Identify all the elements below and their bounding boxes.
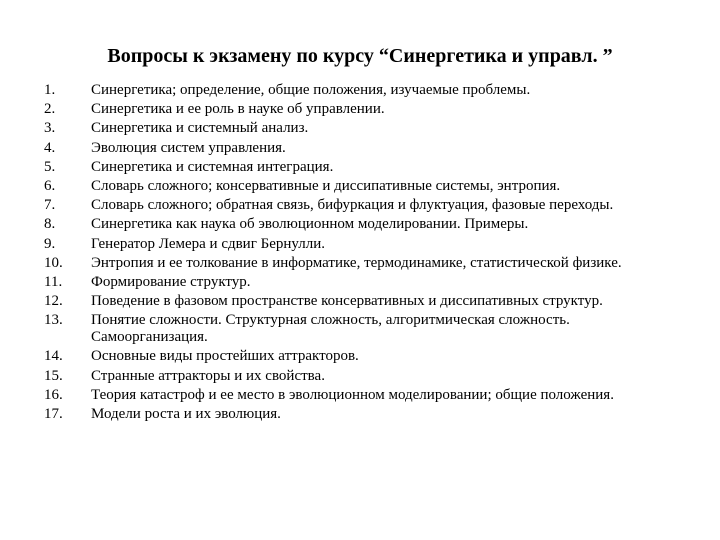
item-number: 4. [44, 139, 56, 156]
item-text: Синергетика; определение, общие положения, изучаемые проблемы. [91, 82, 531, 98]
item-text: Синергетика и ее роль в науке об управлении. [91, 101, 385, 118]
item-text: Генератор Лемера и сдвиг Бернулли. [91, 235, 326, 252]
item-text: Поведение в фазовом пространстве консервативных и диссипативных структур. [91, 293, 603, 310]
item-text: Теория катастроф и ее место в эволюционном моделировании; общие положения. [91, 386, 614, 403]
list-item [44, 159, 684, 176]
item-number: 10. [44, 254, 63, 271]
list-item [44, 387, 684, 404]
item-number: 11. [44, 273, 63, 290]
item-text: Синергетика и системный анализ. [91, 120, 309, 137]
list-item [44, 82, 684, 99]
list-item [44, 274, 684, 291]
page-title: Вопросы к экзамену по курсу “Синергетика и управл. ” [107, 45, 613, 67]
item-number: 8. [44, 216, 56, 233]
list-item [44, 406, 684, 423]
item-text: Энтропия и ее толкование в информатике, термодинамике, статистической физике. [91, 254, 622, 271]
item-number: 12. [44, 293, 63, 310]
list-item [44, 348, 684, 365]
item-text: Странные аттракторы и их свойства. [91, 367, 325, 384]
list-item [44, 101, 684, 118]
item-number: 3. [44, 120, 56, 137]
item-number: 16. [44, 386, 63, 403]
list-item [44, 197, 684, 214]
item-number: 17. [44, 406, 63, 422]
list-item [44, 236, 684, 253]
item-text: Синергетика как наука об эволюционном моделировании. Примеры. [91, 216, 529, 233]
item-text: Словарь сложного; обратная связь, бифуркация и флуктуация, фазовые переходы. [91, 197, 614, 214]
item-text: Синергетика и системная интеграция. [91, 158, 334, 175]
list-item [44, 120, 684, 137]
item-text: Формирование структур. [91, 273, 251, 290]
item-number: 9. [44, 235, 56, 252]
question-list [44, 82, 684, 425]
list-item [44, 255, 684, 272]
item-text: Модели роста и их эволюция. [91, 406, 281, 422]
item-text: Основные виды простейших аттракторов. [91, 348, 359, 365]
list-item [44, 368, 684, 385]
item-number: 15. [44, 367, 63, 384]
item-text: Эволюция систем управления. [91, 139, 286, 156]
item-number: 5. [44, 158, 56, 175]
list-item [44, 312, 684, 346]
item-number: 7. [44, 197, 56, 214]
item-number: 6. [44, 177, 56, 194]
item-number: 1. [44, 82, 56, 98]
item-number: 14. [44, 348, 63, 365]
item-text: Понятие сложности. Структурная сложность, алгоритмическая сложность. Самоорганизация. [91, 312, 570, 346]
item-number: 13. [44, 312, 63, 329]
list-item [44, 178, 684, 195]
item-text: Словарь сложного; консервативные и диссипативные системы, энтропия. [91, 177, 561, 194]
list-item [44, 293, 684, 310]
list-item [44, 216, 684, 233]
list-item [44, 140, 684, 157]
item-number: 2. [44, 101, 56, 118]
